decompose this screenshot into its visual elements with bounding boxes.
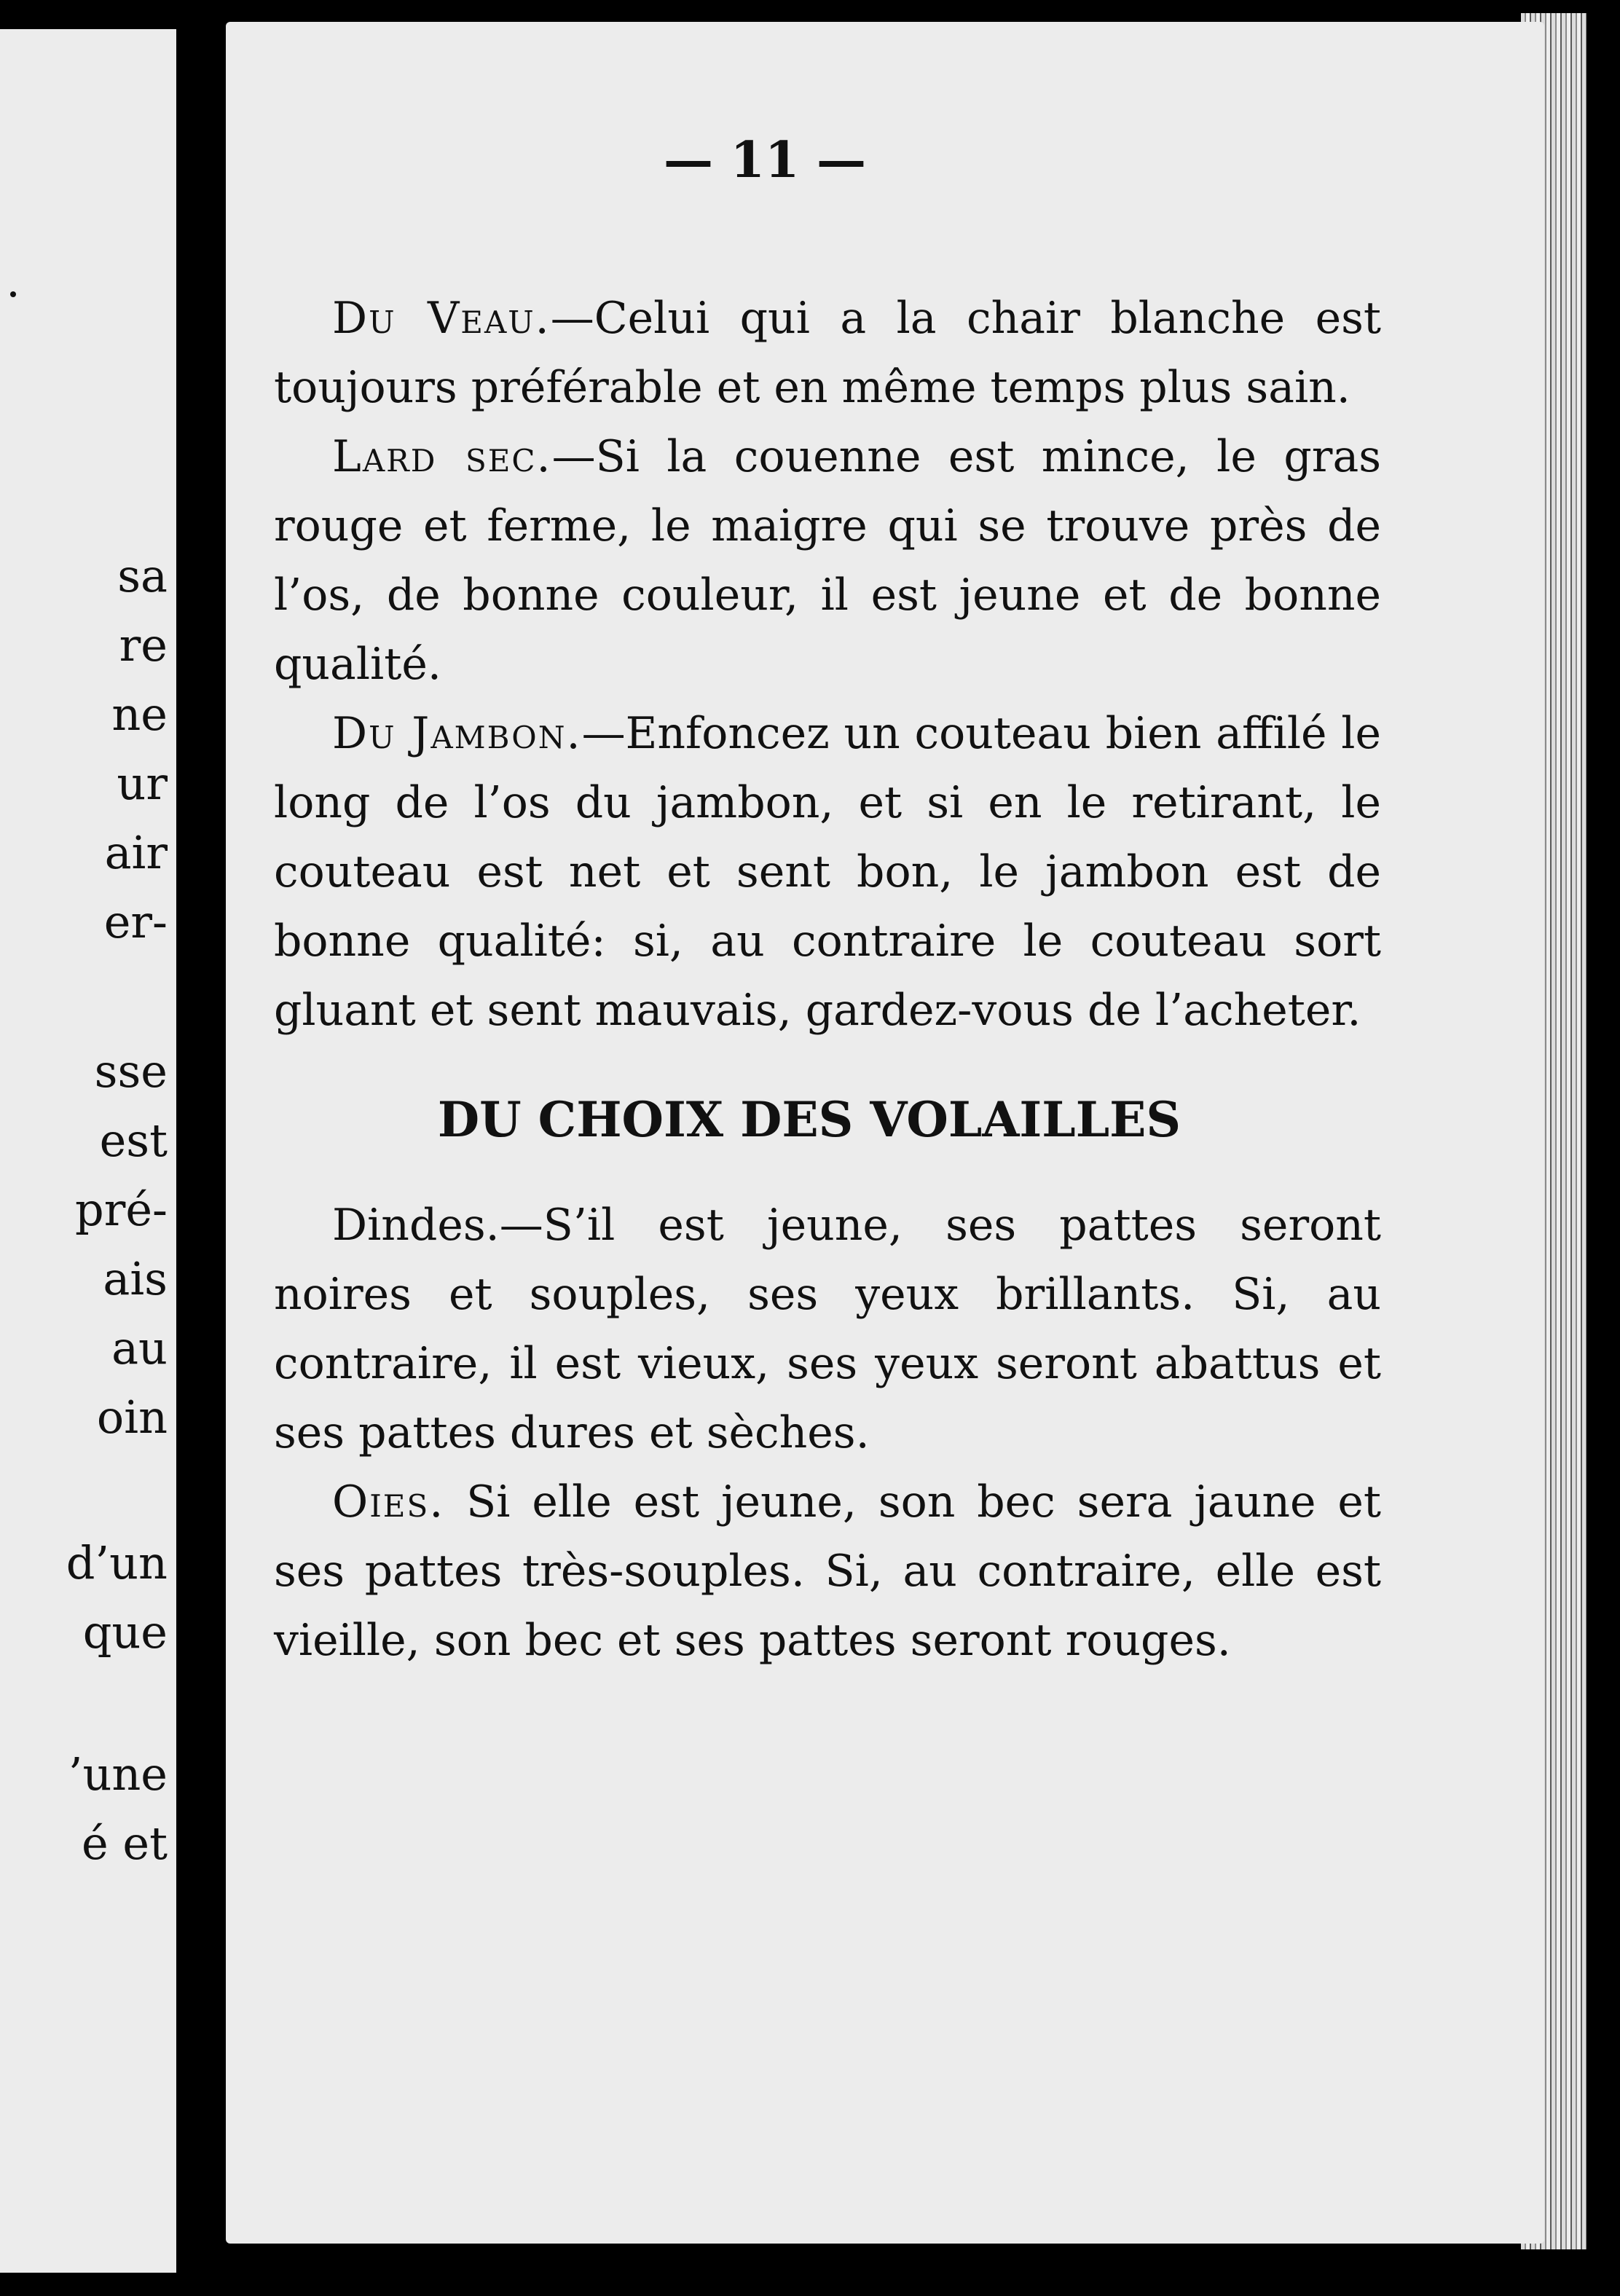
left-page-fragment: re (119, 618, 168, 672)
left-page-mark (10, 291, 16, 297)
paragraph-jambon (274, 699, 1381, 1045)
section-heading: DU CHOIX DES VOLAILLES (437, 1091, 1181, 1148)
entry-text: Si elle est jeune, son bec sera jaune et ses pattes très-souples. Si, au contraire, elle est vieille, son bec et ses pattes seront rouges. (274, 1477, 1381, 1666)
left-page-fragment: est (99, 1114, 168, 1167)
left-page-fragment: é et (81, 1817, 168, 1870)
entry-text: —Celui qui a la chair blanche est toujours préférable et en même temps plus sain. (274, 293, 1381, 413)
left-page-fragment: ur (117, 757, 168, 810)
left-page-fragment: ais (103, 1252, 168, 1305)
entry-lead: Dindes. (332, 1200, 500, 1251)
entry-lead: Oies. (332, 1477, 445, 1528)
entry-text: —S’il est jeune, ses pattes seront noires et souples, ses yeux brillants. Si, au contraire, il est vieux, ses yeux seront abattus et ses pattes dures et sèches. (274, 1200, 1381, 1458)
left-page-fragment: sse (94, 1045, 168, 1098)
left-page-fragment: oin (96, 1391, 168, 1444)
book-gutter (176, 0, 226, 2296)
entry-lead: Du Veau. (332, 293, 551, 344)
left-page-fragment: pré- (75, 1183, 168, 1236)
left-page-fragment: er- (103, 895, 168, 948)
paragraph-lard (274, 422, 1381, 699)
left-page-fragment: que (82, 1605, 168, 1659)
paragraph-veau (274, 284, 1381, 422)
entry-lead: Lard sec. (332, 431, 552, 482)
left-page-fragment: ne (111, 688, 168, 741)
left-page-fragment: au (111, 1321, 168, 1375)
left-page-fragment: d’un (66, 1536, 168, 1589)
paragraph-oies (274, 1468, 1381, 1675)
paragraph-dindes (274, 1191, 1381, 1468)
left-page-fragment: ’une (68, 1747, 168, 1801)
page-number: — 11 — (664, 131, 866, 189)
entry-text: —Enfoncez un couteau bien affilé le long de l’os du jambon, et si en le retirant, le couteau est net et sent bon, le jambon est de bonne qualité: si, au contraire le couteau sort gluant et sent mauvais, gardez-vous de l’acheter. (274, 708, 1381, 1036)
book-page (226, 22, 1544, 2244)
entry-lead: Du Jambon. (332, 708, 582, 759)
left-page-fragment: sa (117, 549, 168, 602)
page-body (274, 284, 1381, 1675)
left-page-remnant (0, 29, 176, 2273)
left-page-fragment: air (104, 826, 168, 879)
entry-text: —Si la couenne est mince, le gras rouge et ferme, le maigre qui se trouve près de l’os, de bonne couleur, il est jeune et de bonne qualité. (274, 431, 1382, 690)
